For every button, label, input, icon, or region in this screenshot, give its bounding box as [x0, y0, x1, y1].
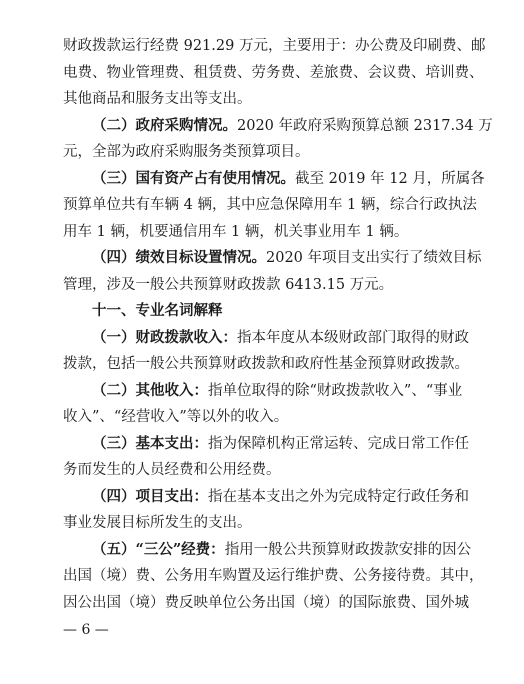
- text-line: [63, 89, 462, 109]
- text-line: [63, 566, 484, 586]
- text-line: [63, 36, 486, 56]
- line-text: 指为保障机构正常运转、完成日常工作任: [208, 435, 469, 452]
- line-text: 截至 2019 年 12 月，所属各: [295, 170, 485, 187]
- term-title: 项目支出：: [135, 487, 208, 505]
- term-title: 基本支出：: [135, 434, 208, 452]
- term-line: [92, 540, 472, 560]
- chapter-title: 十一、专业名词解释: [92, 302, 223, 319]
- text-line: [63, 513, 462, 533]
- term-number: （五）: [92, 540, 136, 558]
- line-text: 2020 年政府采购预算总额 2317.34 万: [237, 117, 493, 134]
- term-line: [92, 434, 469, 454]
- section-title: 国有资产占有使用情况。: [135, 169, 295, 187]
- text-line: [63, 460, 462, 480]
- text-line: [63, 222, 462, 242]
- line-text: 拨款，包括一般公共预算财政拨款和政府性基金预算财政拨款。: [63, 356, 469, 372]
- section-title: 政府采购情况。: [135, 116, 237, 134]
- line-text: 事业发展目标所发生的支出。: [63, 515, 252, 531]
- line-text: 预算单位共有车辆 4 辆，其中应急保障用车 1 辆，综合行政执法: [63, 197, 477, 213]
- section-line: [92, 116, 493, 136]
- text-line: [63, 354, 469, 374]
- line-text: 指用一般公共预算财政拨款安排的因公: [224, 541, 472, 558]
- term-number: （三）: [92, 434, 136, 452]
- term-line: [92, 381, 462, 401]
- line-text: 因公出国（境）费反映单位公务出国（境）的国际旅费、国外城: [63, 594, 469, 611]
- term-number: （一）: [92, 328, 136, 346]
- term-title: 其他收入：: [135, 381, 208, 399]
- text-line: [63, 142, 462, 162]
- section-number: （三）: [92, 169, 136, 187]
- chapter-heading: [92, 301, 462, 321]
- term-number: （四）: [92, 487, 136, 505]
- line-text: 2020 年项目支出实行了绩效目标: [266, 250, 482, 266]
- text-line: [63, 593, 469, 613]
- line-text: 元，全部为政府采购服务类预算项目。: [63, 144, 310, 160]
- line-text: 指本年度从本级财政部门取得的财政: [237, 329, 469, 346]
- line-text: 务而发生的人员经费和公用经费。: [63, 462, 281, 478]
- text-line: [63, 63, 484, 83]
- line-text: 指单位取得的除“财政拨款收入”、“事业: [208, 382, 463, 399]
- line-text: 用车 1 辆，机要通信用车 1 辆，机关事业用车 1 辆。: [63, 223, 409, 240]
- line-text: 出国（境）费、公务用车购置及运行维护费、公务接待费。其中，: [63, 568, 484, 584]
- section-number: （四）: [92, 249, 136, 266]
- line-text: 其他商品和服务支出等支出。: [63, 91, 252, 107]
- term-line: [92, 487, 469, 507]
- line-text: 财政拨款运行经费 921.29 万元，主要用于：办公费及印刷费、邮: [63, 38, 486, 54]
- term-title: “三公”经费：: [135, 540, 225, 558]
- page-number: — 6 —: [63, 622, 109, 638]
- term-line: [92, 328, 469, 348]
- term-title: 财政拨款收入：: [135, 328, 237, 346]
- line-text: 收入”、“经营收入”等以外的收入。: [63, 409, 289, 425]
- text-line: [63, 407, 462, 427]
- term-number: （二）: [92, 381, 136, 399]
- text-line: [63, 195, 477, 215]
- text-line: [63, 275, 462, 295]
- section-number: （二）: [92, 116, 136, 134]
- line-text: 指在基本支出之外为完成特定行政任务和: [208, 488, 469, 505]
- section-line: [92, 169, 485, 189]
- line-text: 管理，涉及一般公共预算财政拨款 6413.15 万元。: [63, 276, 394, 293]
- section-line: [92, 248, 482, 268]
- section-title: 绩效目标设置情况。: [135, 249, 266, 266]
- line-text: 电费、物业管理费、租赁费、劳务费、差旅费、会议费、培训费、: [63, 64, 484, 81]
